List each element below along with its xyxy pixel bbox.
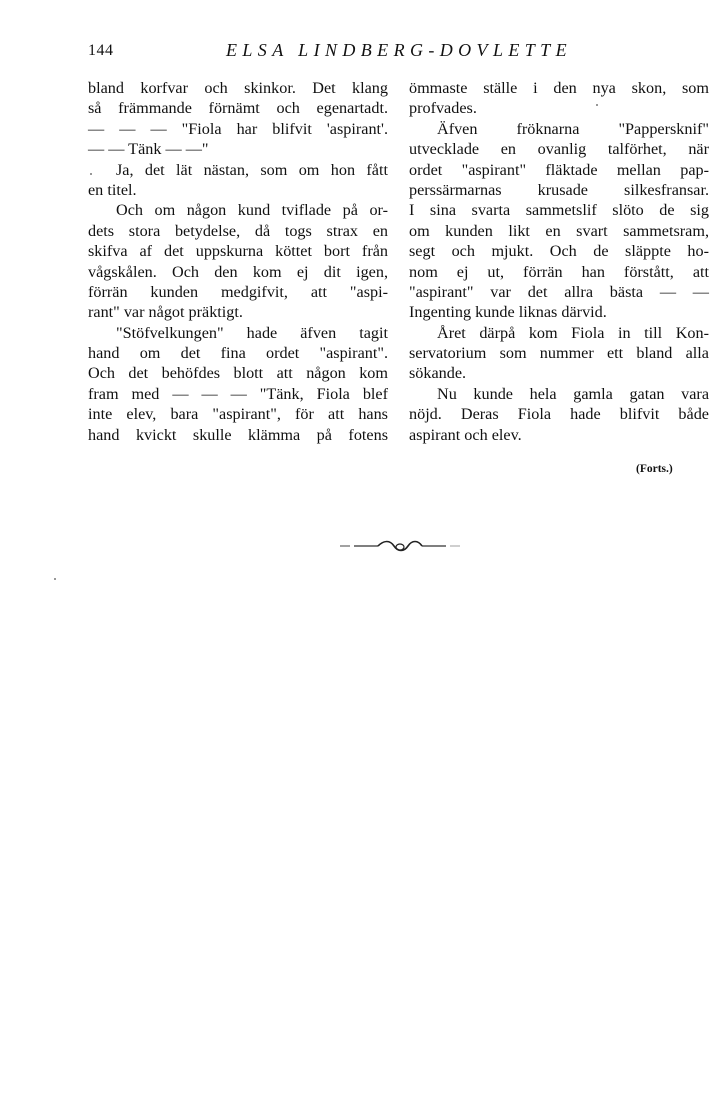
text-line: profvades. bbox=[409, 99, 477, 118]
text-line: Ja, det lät nästan, som om hon fått bbox=[116, 160, 388, 179]
text-line: en titel. bbox=[88, 180, 137, 199]
text-line: Äfven fröknarna "Pappersknif" bbox=[437, 119, 709, 138]
text-line: "aspirant" var det allra bästa — — bbox=[409, 282, 709, 301]
text-line: Året därpå kom Fiola in till Kon- bbox=[437, 323, 709, 342]
text-line: hand kvickt skulle klämma på fotens bbox=[88, 425, 388, 444]
text-line: så främmande förnämt och egenartadt. bbox=[88, 99, 388, 118]
tailpiece-ornament-icon bbox=[338, 538, 462, 556]
text-line: inte elev, bara "aspirant", för att hans bbox=[88, 405, 388, 424]
text-line: fram med — — — "Tänk, Fiola blef bbox=[88, 384, 388, 403]
text-line: aspirant och elev. bbox=[409, 425, 522, 444]
text-line: om kunden likt en svart sammetsram, bbox=[409, 221, 709, 240]
text-line: ömmaste ställe i den nya skon, som bbox=[409, 79, 709, 97]
text-line: servatorium som nummer ett bland alla bbox=[409, 344, 709, 363]
text-line: I sina svarta sammetslif slöto de sig bbox=[409, 201, 709, 220]
right-column bbox=[409, 78, 709, 445]
text-line: Ingenting kunde liknas därvid. bbox=[409, 303, 607, 322]
text-line: vågskålen. Och den kom ej dit igen, bbox=[88, 262, 388, 281]
text-line: nom ej ut, förrän han förstått, att bbox=[409, 262, 709, 281]
text-line: — — Tänk — —" bbox=[88, 140, 209, 159]
text-line: — — — "Fiola har blifvit 'aspirant'. bbox=[88, 119, 388, 138]
text-line: utvecklade en ovanlig talförhet, när bbox=[409, 140, 709, 159]
continued-note: (Forts.) bbox=[636, 463, 673, 475]
text-line: sökande. bbox=[409, 364, 467, 383]
speck-mark bbox=[54, 578, 56, 580]
text-line: Och det behöfdes blott att någon kom bbox=[88, 364, 388, 383]
text-line: förrän kunden medgifvit, att "aspi- bbox=[88, 282, 388, 301]
left-column bbox=[88, 78, 388, 445]
text-line: segt och mjukt. Och de släppte ho- bbox=[409, 242, 709, 261]
text-line: Och om någon kund tviflade på or- bbox=[116, 201, 388, 220]
text-line: "Stöfvelkungen" hade äfven tagit bbox=[116, 323, 388, 342]
running-head: ELSA LINDBERG-DOVLETTE bbox=[226, 40, 572, 60]
speck-mark bbox=[90, 173, 92, 175]
text-line: hand om det fina ordet "aspirant". bbox=[88, 344, 388, 363]
text-line: dets stora betydelse, då togs strax en bbox=[88, 221, 388, 240]
text-line: Nu kunde hela gamla gatan vara bbox=[437, 384, 709, 403]
text-line: bland korfvar och skinkor. Det klang bbox=[88, 79, 388, 97]
text-line: perssärmarnas krusade silkesfransar. bbox=[409, 180, 709, 199]
page-number: 144 bbox=[88, 42, 114, 59]
text-line: skifva af det uppskurna köttet bort från bbox=[88, 242, 388, 261]
text-line: ordet "aspirant" fläktade mellan pap- bbox=[409, 160, 709, 179]
speck-mark bbox=[596, 104, 598, 106]
text-line: nöjd. Deras Fiola hade blifvit både bbox=[409, 405, 709, 424]
text-line: rant" var något präktigt. bbox=[88, 303, 243, 322]
